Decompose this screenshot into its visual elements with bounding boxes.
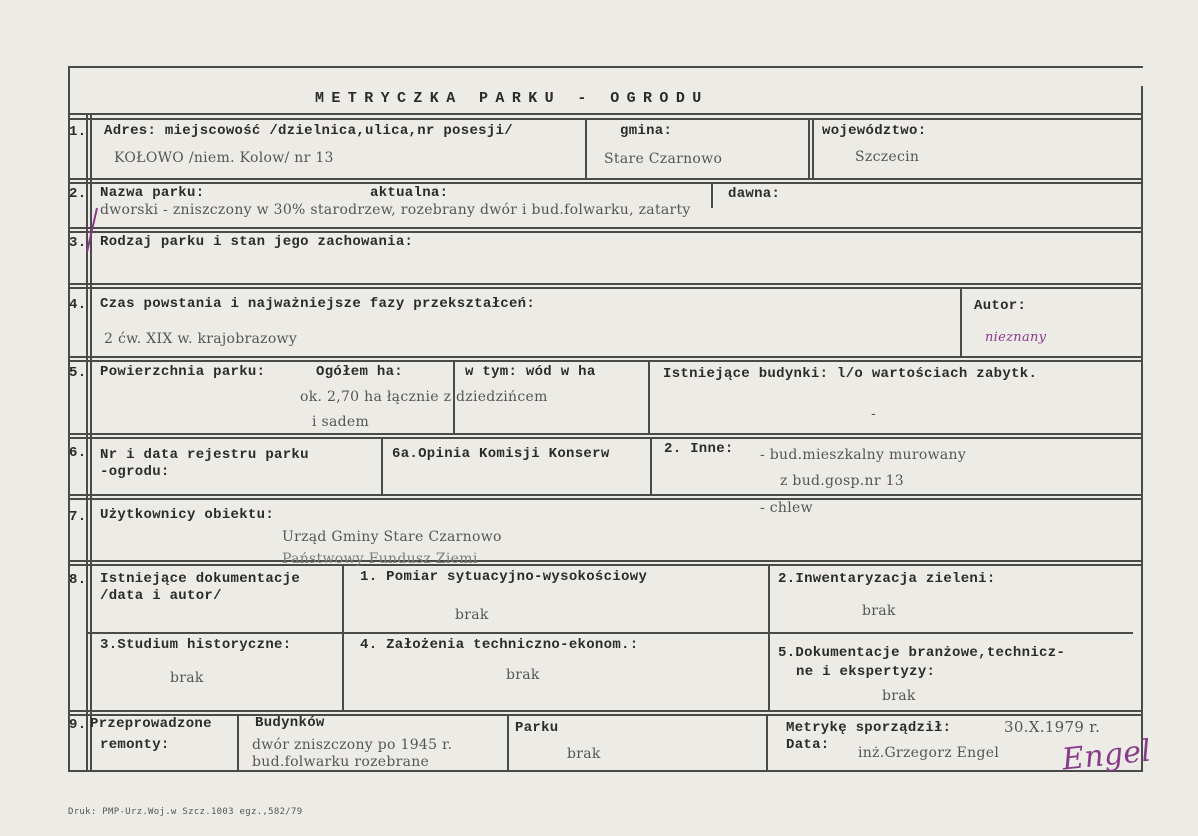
docs-label-2: /data i autor/	[100, 588, 222, 604]
other-value-2: z bud.gosp.nr 13	[780, 473, 904, 489]
row-divider	[68, 113, 1143, 115]
row-divider	[68, 287, 1143, 289]
former-name-label: dawna:	[728, 186, 781, 202]
origin-value: 2 ćw. XIX w. krajobrazowy	[104, 331, 298, 347]
col-divider	[650, 437, 652, 494]
park-name-label: Nazwa parku:	[100, 185, 205, 201]
buildings-value: -	[871, 406, 877, 422]
section-number: 5.	[69, 365, 87, 381]
col-divider	[381, 437, 383, 494]
users-label: Użytkownicy obiektu:	[100, 507, 275, 523]
row-divider	[68, 182, 1143, 184]
col-divider	[648, 360, 650, 433]
origin-label: Czas powstania i najważniejsze fazy przekształceń:	[100, 296, 536, 312]
register-label-2: -ogrodu:	[100, 464, 170, 480]
col-divider	[768, 564, 770, 710]
row-divider	[68, 227, 1143, 229]
signature: Engel	[1060, 733, 1153, 778]
water-area-label: w tym: wód w ha	[465, 364, 596, 380]
repairs-label: Przeprowadzone	[90, 716, 212, 732]
area-label: Powierzchnia parku:	[100, 364, 266, 380]
row-divider	[68, 498, 1143, 500]
inventory-label: 2.Inwentaryzacja zieleni:	[778, 571, 996, 587]
tech-label: 4. Założenia techniczno-ekonom.:	[360, 637, 639, 653]
row-divider	[68, 283, 1143, 285]
survey-value: brak	[455, 607, 489, 623]
branch-label-2: ne i ekspertyzy:	[796, 664, 936, 680]
col-divider	[237, 714, 239, 770]
col-divider	[808, 118, 810, 178]
row-divider	[88, 632, 1133, 634]
col-divider	[711, 182, 713, 208]
other-value-3: - chlew	[760, 500, 813, 516]
branch-label: 5.Dokumentacje branżowe,technicz-	[778, 645, 1066, 661]
current-name-label: aktualna:	[370, 185, 449, 201]
col-divider	[342, 564, 344, 710]
section-number: 2.	[69, 186, 87, 202]
row-divider	[68, 494, 1143, 496]
section-number: 8.	[69, 572, 87, 588]
col-divider	[812, 118, 814, 178]
gmina-value: Stare Czarnowo	[604, 151, 723, 167]
total-area-label: Ogółem ha:	[316, 364, 404, 380]
history-value: brak	[170, 670, 204, 686]
row-divider	[68, 437, 1143, 439]
docs-label: Istniejące dokumentacje	[100, 571, 301, 587]
row-divider	[68, 433, 1143, 435]
buildings-label: Istniejące budynki: l/o wartościach zabytk.	[663, 366, 1038, 382]
frame-left	[68, 66, 70, 771]
section-number: 3.	[69, 235, 87, 251]
other-value: - bud.mieszkalny murowany	[760, 447, 967, 463]
survey-label: 1. Pomiar sytuacyjno-wysokościowy	[360, 569, 648, 585]
other-label: 2. Inne:	[664, 441, 734, 457]
frame-top	[68, 66, 1143, 68]
total-area-value: ok. 2,70 ha łącznie z dziedzińcem	[300, 389, 548, 405]
branch-value: brak	[882, 688, 916, 704]
repairs-label-2: remonty:	[100, 737, 170, 753]
col-divider	[585, 118, 587, 178]
prepared-by-label: Metrykę sporządził:	[786, 720, 952, 736]
author-name: inż.Grzegorz Engel	[858, 745, 1000, 761]
row-divider	[68, 710, 1143, 712]
prepared-date: 30.X.1979 r.	[1004, 718, 1101, 736]
users-value: Urząd Gminy Stare Czarnowo	[282, 529, 502, 545]
users-value-2: Państwowy Fundusz Ziemi	[282, 551, 478, 567]
row-divider	[68, 231, 1143, 233]
gmina-label: gmina:	[620, 123, 673, 139]
row-divider	[68, 360, 1143, 362]
author-value: nieznany	[985, 330, 1047, 345]
col-divider	[960, 287, 962, 356]
form-title: METRYCZKA PARKU - OGRODU	[315, 90, 709, 107]
frame-right	[1141, 86, 1143, 771]
section-number: 6.	[69, 445, 87, 461]
row-divider	[68, 178, 1143, 180]
park-repairs-value: brak	[567, 746, 601, 762]
address-value: KOŁOWO /niem. Kolow/ nr 13	[114, 150, 334, 166]
frame-bottom	[68, 770, 1143, 772]
buildings-repairs-label: Budynków	[255, 715, 325, 731]
section-number: 9.	[69, 717, 87, 733]
section-number: 1.	[69, 124, 87, 140]
wojewodztwo-value: Szczecin	[855, 149, 920, 165]
wojewodztwo-label: województwo:	[822, 123, 927, 139]
row-divider	[68, 356, 1143, 358]
row-divider	[68, 714, 1143, 716]
date-label: Data:	[786, 737, 830, 753]
col-divider	[507, 714, 509, 770]
buildings-repairs-value: dwór zniszczony po 1945 r.	[252, 737, 453, 753]
section-number: 4.	[69, 297, 87, 313]
tech-value: brak	[506, 667, 540, 683]
inventory-value: brak	[862, 603, 896, 619]
register-label: Nr i data rejestru parku	[100, 447, 309, 463]
print-footer: Druk: PMP-Urz.Woj.w Szcz.1003 egz.,582/79	[68, 807, 303, 817]
buildings-repairs-value-2: bud.folwarku rozebrane	[252, 754, 430, 770]
opinion-label: 6a.Opinia Komisji Konserw	[392, 446, 610, 462]
row-divider	[68, 564, 1143, 566]
section-number: 7.	[69, 509, 87, 525]
total-area-value-2: i sadem	[312, 414, 370, 430]
row-divider	[68, 560, 1143, 562]
address-label: Adres: miejscowość /dzielnica,ulica,nr posesji/	[104, 123, 513, 139]
author-label: Autor:	[974, 298, 1027, 314]
col-divider	[766, 714, 768, 770]
park-type-label: Rodzaj parku i stan jego zachowania:	[100, 234, 414, 250]
park-name-value: dworski - zniszczony w 30% starodrzew, rozebrany dwór i bud.folwarku, zatarty	[100, 202, 691, 218]
row-divider	[68, 118, 1143, 120]
history-label: 3.Studium historyczne:	[100, 637, 292, 653]
park-repairs-label: Parku	[515, 720, 559, 736]
